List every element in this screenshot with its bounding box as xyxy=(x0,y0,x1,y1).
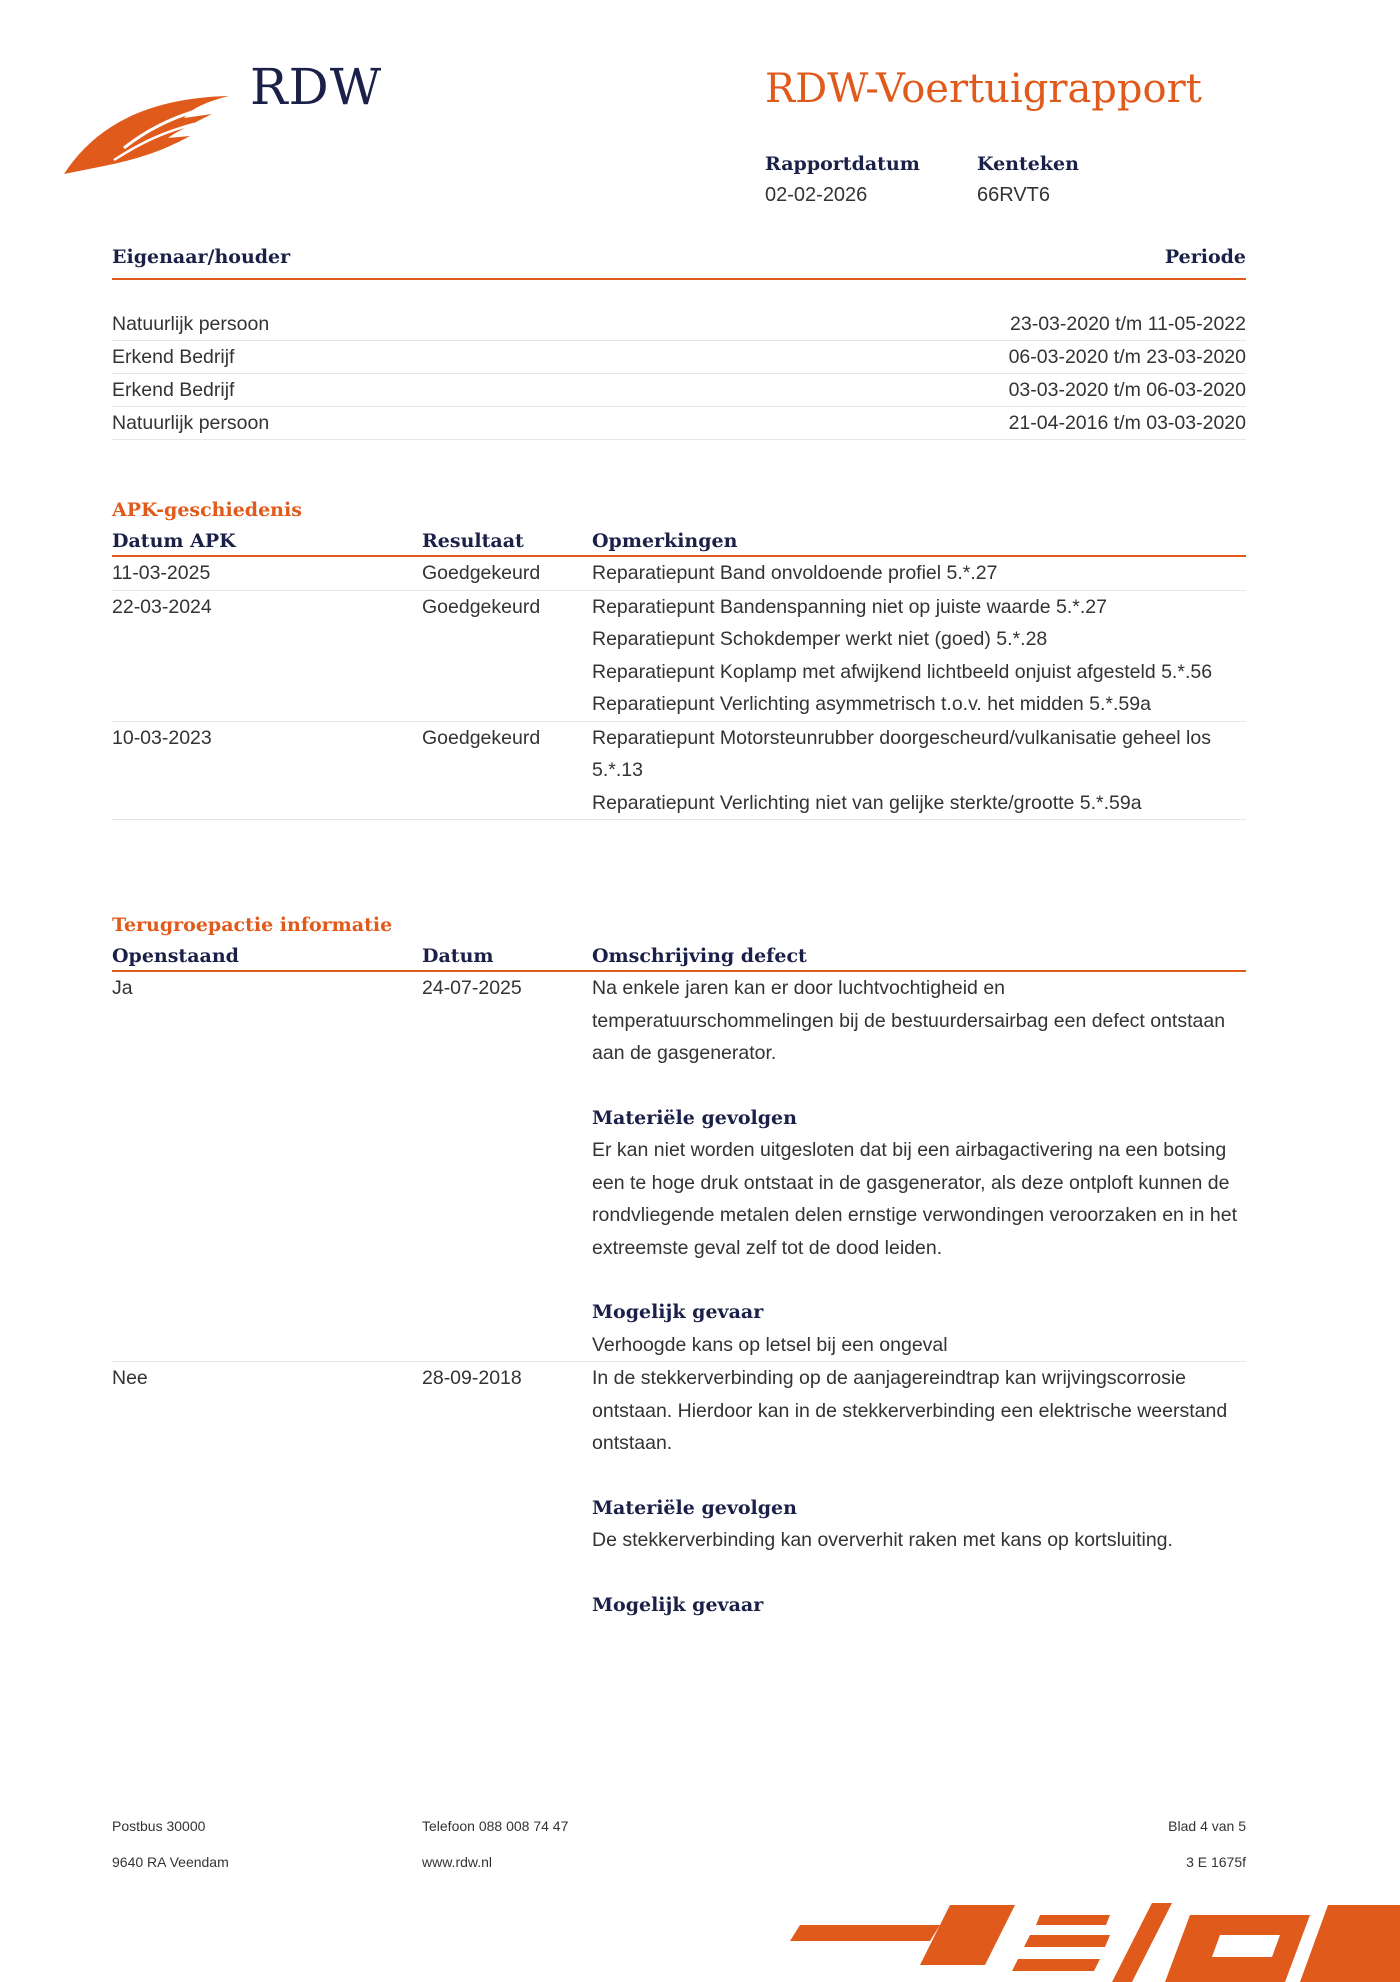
consequences-heading: Materiële gevolgen xyxy=(592,1496,797,1519)
owners-col-period: Periode xyxy=(1164,246,1246,268)
apk-history-title: APK-geschiedenis xyxy=(112,499,302,521)
owner-type: Erkend Bedrijf xyxy=(112,346,235,368)
rdw-decorative-stripes-icon xyxy=(780,1895,1400,1982)
owners-list xyxy=(112,308,1246,440)
apk-col-remarks: Opmerkingen xyxy=(592,530,738,552)
owner-period: 03-03-2020 t/m 06-03-2020 xyxy=(1008,379,1246,401)
apk-col-date: Datum APK xyxy=(112,530,236,552)
apk-date: 10-03-2023 xyxy=(112,726,212,749)
recall-consequences: Er kan niet worden uitgesloten dat bij een airbagactivering na een botsing een te hoge druk ontstaat in de gasgenerator, als deze ontploft kunnen de rondvliegende metalen delen ernstige verwondingen veroorzaken en in het extreemste geval zelf tot de dood leiden. xyxy=(592,1139,1238,1259)
rdw-logo-text: RDW xyxy=(250,58,383,116)
apk-row xyxy=(112,722,1246,821)
footer-address-line2: 9640 RA Veendam xyxy=(112,1854,229,1870)
recall-description: Na enkele jaren kan er door luchtvochtigheid en temperatuurschommelingen bij de bestuurdersairbag een defect ontstaan aan de gasgenerator. xyxy=(592,977,1226,1064)
owners-col-owner: Eigenaar/houder xyxy=(112,246,291,268)
recall-col-open: Openstaand xyxy=(112,945,239,967)
footer-address-line1: Postbus 30000 xyxy=(112,1818,206,1834)
owner-row xyxy=(112,341,1246,374)
apk-date: 11-03-2025 xyxy=(112,562,211,584)
apk-row xyxy=(112,591,1246,722)
report-date-value: 02-02-2026 xyxy=(765,184,868,206)
apk-col-result: Resultaat xyxy=(422,530,524,552)
plate-label: Kenteken xyxy=(977,153,1079,175)
apk-history-section xyxy=(112,495,1246,820)
apk-remark: Reparatiepunt Bandenspanning niet op juiste waarde 5.*.27 xyxy=(592,595,1107,618)
apk-date: 22-03-2024 xyxy=(112,595,212,618)
apk-result: Goedgekeurd xyxy=(422,595,541,618)
recall-consequences: De stekkerverbinding kan oververhit raken met kans op kortsluiting. xyxy=(592,1529,1173,1551)
footer-website[interactable]: www.rdw.nl xyxy=(422,1854,493,1870)
apk-remarks xyxy=(592,557,1246,590)
rdw-logo-wing-icon xyxy=(64,88,234,178)
owner-type: Erkend Bedrijf xyxy=(112,379,235,401)
report-date-label: Rapportdatum xyxy=(765,153,920,175)
owner-type: Natuurlijk persoon xyxy=(112,412,270,434)
recall-date: 28-09-2018 xyxy=(422,1367,522,1389)
recall-details xyxy=(592,1362,1246,1621)
apk-remark: Reparatiepunt Verlichting asymmetrisch t.o.v. het midden 5.*.59a xyxy=(592,693,1151,715)
recall-col-description: Omschrijving defect xyxy=(592,945,807,967)
danger-heading: Mogelijk gevaar xyxy=(592,1301,764,1323)
recall-title: Terugroepactie informatie xyxy=(112,914,393,936)
footer-page-number: Blad 4 van 5 xyxy=(1168,1818,1246,1834)
apk-row xyxy=(112,557,1246,591)
owner-row xyxy=(112,374,1246,407)
apk-result: Goedgekeurd xyxy=(422,562,541,584)
danger-heading: Mogelijk gevaar xyxy=(592,1593,764,1616)
recall-table-header xyxy=(112,940,1246,972)
recall-section xyxy=(112,910,1246,1621)
recall-date: 24-07-2025 xyxy=(422,977,522,999)
owner-row xyxy=(112,308,1246,341)
apk-result: Goedgekeurd xyxy=(422,726,541,749)
owner-row xyxy=(112,407,1246,440)
apk-remark: Reparatiepunt Band onvoldoende profiel 5.*.27 xyxy=(592,562,998,584)
footer-phone: Telefoon 088 008 74 47 xyxy=(422,1818,569,1834)
footer-doc-code: 3 E 1675f xyxy=(1186,1854,1246,1870)
recall-open: Ja xyxy=(112,977,133,999)
apk-remarks xyxy=(592,722,1246,820)
apk-remark: Reparatiepunt Koplamp met afwijkend lichtbeeld onjuist afgesteld 5.*.56 xyxy=(592,660,1213,683)
apk-table-header xyxy=(112,525,1246,557)
recall-row xyxy=(112,972,1246,1362)
owners-table-header xyxy=(112,246,1246,280)
owner-period: 23-03-2020 t/m 11-05-2022 xyxy=(1010,313,1246,335)
recall-row xyxy=(112,1362,1246,1621)
consequences-heading: Materiële gevolgen xyxy=(592,1106,797,1129)
owner-period: 21-04-2016 t/m 03-03-2020 xyxy=(1008,412,1246,434)
recall-details xyxy=(592,972,1246,1361)
apk-remark: Reparatiepunt Motorsteunrubber doorgescheurd/vulkanisatie geheel los 5.*.13 xyxy=(592,726,1211,781)
owner-period: 06-03-2020 t/m 23-03-2020 xyxy=(1008,346,1246,368)
recall-col-date: Datum xyxy=(422,945,494,967)
owner-type: Natuurlijk persoon xyxy=(112,313,270,335)
apk-remark: Reparatiepunt Verlichting niet van gelijke sterkte/grootte 5.*.59a xyxy=(592,791,1142,814)
recall-description: In de stekkerverbinding op de aanjagereindtrap kan wrijvingscorrosie ontstaan. Hierdoor kan in de stekkerverbinding een elektrische weerstand ontstaan. xyxy=(592,1367,1228,1454)
apk-remark: Reparatiepunt Schokdemper werkt niet (goed) 5.*.28 xyxy=(592,628,1048,650)
recall-open: Nee xyxy=(112,1367,148,1389)
recall-danger: Verhoogde kans op letsel bij een ongeval xyxy=(592,1333,948,1356)
plate-value: 66RVT6 xyxy=(977,184,1051,206)
apk-remarks xyxy=(592,591,1246,721)
report-title: RDW-Voertuigrapport xyxy=(765,66,1202,112)
